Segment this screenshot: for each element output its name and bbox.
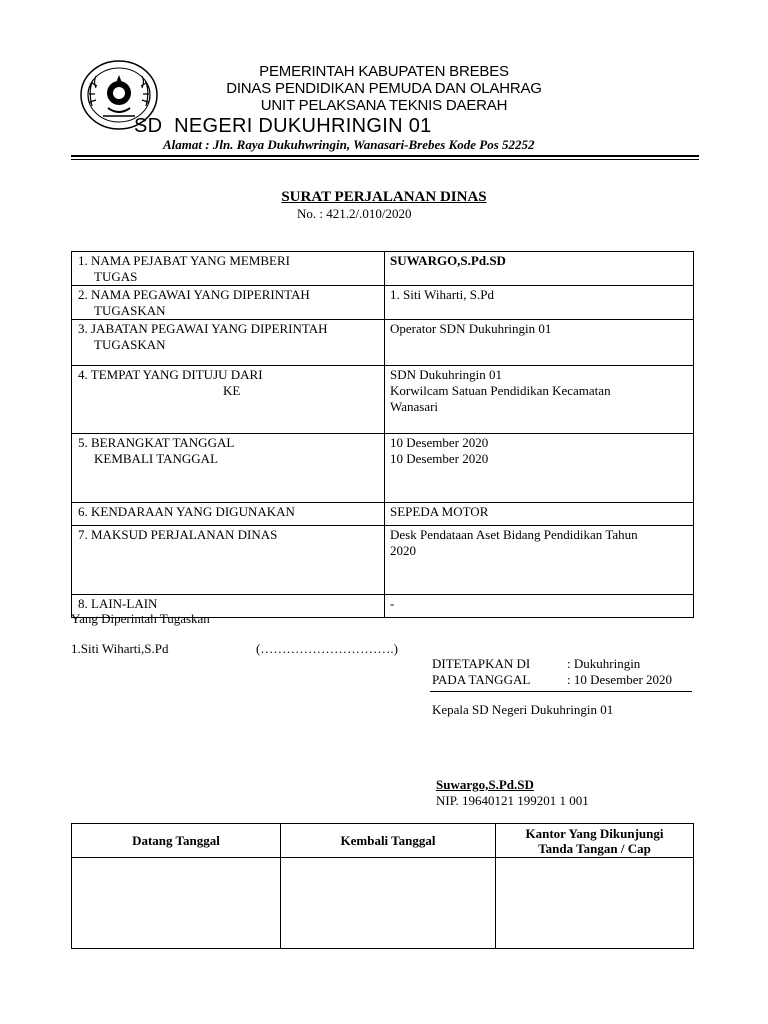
letterhead-divider-thin (71, 159, 699, 160)
row-8-value: - (385, 595, 694, 618)
row-4-value-to-cont: Wanasari (390, 399, 439, 414)
stamp-date-label: PADA TANGGAL (432, 672, 531, 687)
letterhead-line-3: UNIT PELAKSANA TEKNIS DAERAH (260, 97, 508, 114)
assignee-heading: Yang Diperintah Tugaskan (71, 611, 210, 626)
row-2-label-cont: TUGASKAN (94, 303, 166, 318)
assignee-name: 1.Siti Wiharti,S.Pd (71, 641, 169, 656)
table-row (72, 503, 694, 526)
row-4-value-from: SDN Dukuhringin 01 (390, 367, 502, 382)
table-row (72, 858, 694, 949)
letterhead-line-1: PEMERINTAH KABUPATEN BREBES (259, 63, 509, 80)
letterhead-divider-thick (71, 155, 699, 157)
row-5-value-return: 10 Desember 2020 (390, 451, 489, 466)
school-name: SD NEGERI DUKUHRINGIN 01 (134, 115, 432, 137)
table-row (72, 252, 694, 286)
row-1-value: SUWARGO,S.Pd.SD (385, 252, 694, 286)
document-title: SURAT PERJALANAN DINAS (281, 189, 487, 205)
visit-record-table (71, 823, 694, 949)
letterhead-line-2: DINAS PENDIDIKAN PEMUDA DAN OLAHRAG (226, 80, 542, 97)
visit-col-arrival: Datang Tanggal (72, 824, 281, 858)
row-3-value: Operator SDN Dukuhringin 01 (385, 320, 694, 366)
row-7-value-cont: 2020 (390, 543, 416, 558)
stamp-position: Kepala SD Negeri Dukuhringin 01 (432, 702, 614, 717)
row-6-label: 6. KENDARAAN YANG DIGUNAKAN (72, 503, 385, 526)
table-row (72, 366, 694, 434)
row-5-label: 5. BERANGKAT TANGGAL (78, 435, 235, 450)
table-row (72, 824, 694, 858)
row-3-label-cont: TUGASKAN (94, 337, 166, 352)
row-6-value: SEPEDA MOTOR (385, 503, 694, 526)
row-5-value-depart: 10 Desember 2020 (390, 435, 489, 450)
document-number: No. : 421.2/.010/2020 (297, 206, 412, 221)
visit-col-return: Kembali Tanggal (281, 824, 496, 858)
visit-col-signature: Tanda Tangan / Cap (538, 840, 651, 856)
row-4-label-ke: KE (223, 383, 241, 398)
table-row (72, 434, 694, 503)
row-1-label-cont: TUGAS (94, 269, 138, 284)
row-4-value-to: Korwilcam Satuan Pendidikan Kecamatan (390, 383, 611, 398)
stamp-date-value: : 10 Desember 2020 (567, 672, 673, 687)
row-2-value: 1. Siti Wiharti, S.Pd (385, 286, 694, 320)
row-4-label: 4. TEMPAT YANG DITUJU DARI (78, 367, 263, 382)
assignee-signature-blank: (………………………….) (256, 641, 398, 656)
row-2-label: 2. NAMA PEGAWAI YANG DIPERINTAH (78, 287, 310, 302)
row-3-label: 3. JABATAN PEGAWAI YANG DIPERINTAH (78, 321, 328, 336)
row-7-value: Desk Pendataan Aset Bidang Pendidikan Tahun (390, 527, 638, 542)
stamp-place-value: : Dukuhringin (567, 656, 641, 671)
school-address: Alamat : Jln. Raya Dukuhwringin, Wanasari-Brebes Kode Pos 52252 (163, 137, 535, 152)
signer-name: Suwargo,S.Pd.SD (436, 777, 534, 792)
row-7-label: 7. MAKSUD PERJALANAN DINAS (72, 526, 385, 595)
row-5-label-return: KEMBALI TANGGAL (94, 451, 219, 466)
table-row (72, 526, 694, 595)
stamp-place-label: DITETAPKAN DI (432, 656, 531, 671)
table-row (72, 320, 694, 366)
visit-cell-return[interactable] (281, 858, 496, 949)
travel-details-table (71, 251, 694, 618)
table-row (72, 286, 694, 320)
row-1-label: 1. NAMA PEJABAT YANG MEMBERI (78, 253, 290, 268)
stamp-divider (430, 691, 692, 692)
visit-cell-arrival[interactable] (72, 858, 281, 949)
row-8-label: 8. LAIN-LAIN (72, 595, 385, 618)
visit-cell-signature[interactable] (496, 858, 694, 949)
visit-col-office: Kantor Yang Dikunjungi (525, 825, 664, 841)
signer-nip: NIP. 19640121 199201 1 001 (436, 793, 589, 808)
